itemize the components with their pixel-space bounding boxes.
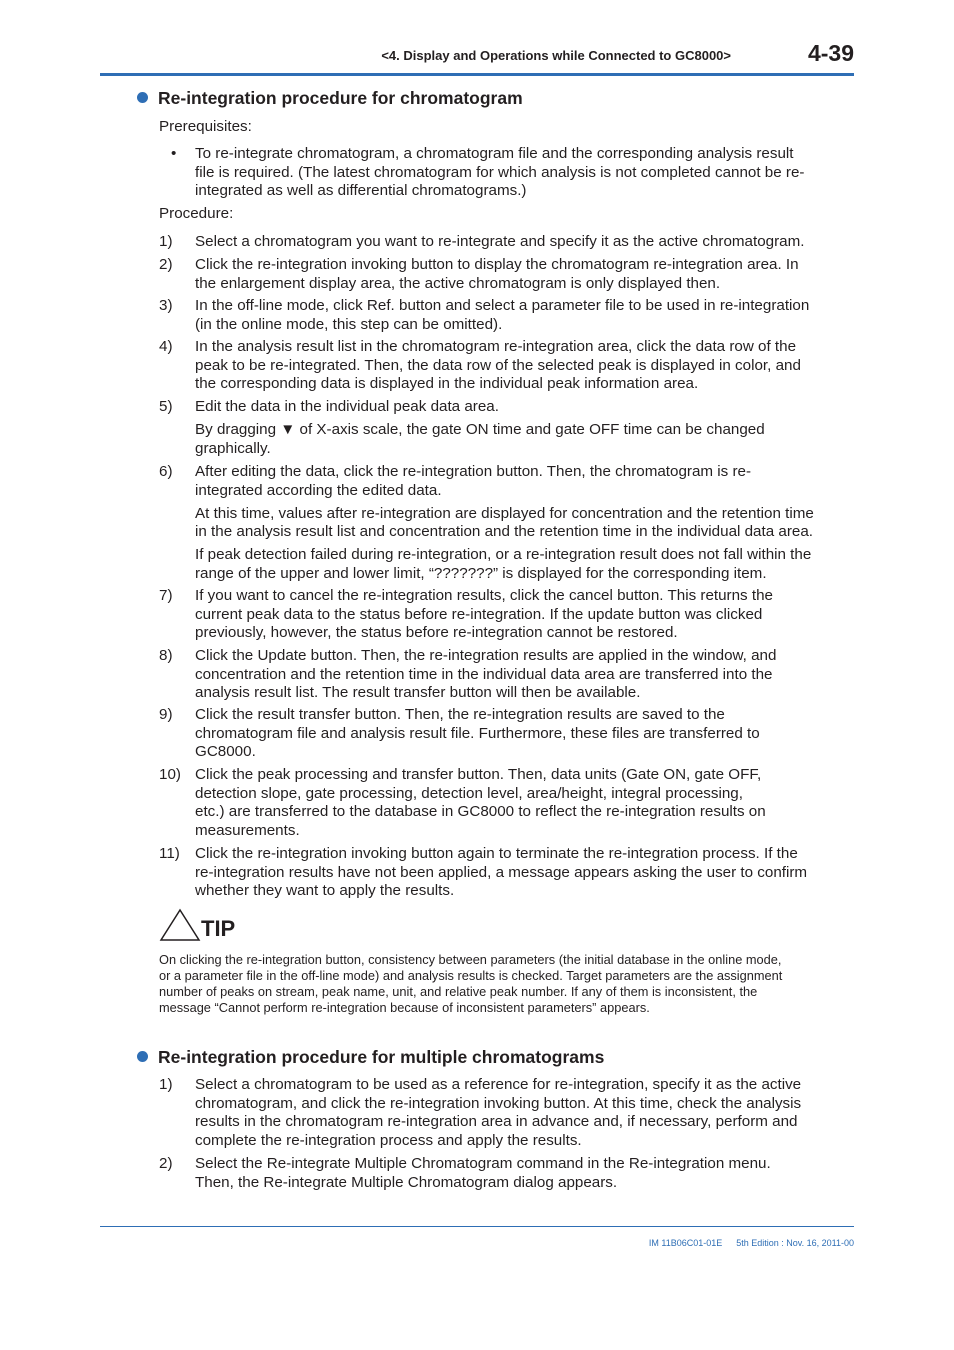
document-id: IM 11B06C01-01E [648, 1238, 723, 1248]
step-note: At this time, values after re-integration are displayed for concentration and the retention time in the analysis result list and concentration and the retention time in the individual data area. [195, 504, 814, 540]
step-item [159, 766, 859, 840]
section-title: Re-integration procedure for chromatogram [158, 88, 523, 108]
tip-label: TIP [201, 916, 236, 941]
step-number: 8) [159, 647, 173, 664]
step-text: After editing the data, click the re-integration button. Then, the chromatogram is re- integrated according the edited data. [195, 463, 752, 499]
step-item [159, 647, 859, 703]
step-item [159, 338, 859, 394]
step-text: Select a chromatogram you want to re-integrate and specify it as the active chromatogram. [195, 233, 805, 250]
step-number: 2) [159, 256, 173, 273]
step-number: 11) [159, 845, 180, 862]
prerequisites-label: Prerequisites: [159, 118, 252, 135]
section-heading-multiple-chromatograms [137, 1047, 604, 1068]
step-number: 1) [159, 1076, 173, 1093]
step-text: If you want to cancel the re-integration results, click the cancel button. This returns the current peak data to the status before re-integration. If the update button was clicked previously, however, the status before re-integration cannot be restored. [195, 587, 773, 641]
step-item [159, 1076, 859, 1150]
step-note: If peak detection failed during re-integration, or a re-integration result does not fall within the range of the upper and lower limit, “???????” is displayed for the corresponding item. [195, 546, 812, 582]
step-item [159, 587, 859, 643]
step-item [159, 463, 859, 583]
step-text: Select the Re-integrate Multiple Chromatogram command in the Re-integration menu. Then, the Re-integrate Multiple Chromatogram dialog appears. [195, 1155, 771, 1191]
step-text: Click the re-integration invoking button to display the chromatogram re-integration area. In the enlargement display area, the active chromatogram is only displayed then. [195, 256, 799, 292]
section-title: Re-integration procedure for multiple chromatograms [158, 1047, 605, 1067]
step-number: 5) [159, 398, 173, 415]
section-bullet-icon [137, 1051, 148, 1062]
step-text: In the off-line mode, click Ref. button and select a parameter file to be used in re-integration (in the online mode, this step can be omitted). [195, 297, 810, 333]
step-text: Select a chromatogram to be used as a reference for re-integration, specify it as the active chromatogram, and click the re-integration invoking button. At this time, check the analysis results in the chromatogram re-integration area in advance and, if necessary, perform and complete the re-integration process and apply the results. [195, 1076, 802, 1149]
warning-triangle-icon [159, 908, 201, 942]
prerequisite-text: To re-integrate chromatogram, a chromatogram file and the corresponding analysis result file is required. (The latest chromatogram for which analysis is not completed cannot be re- integrated as well as differential chromatograms.) [195, 145, 805, 199]
list-bullet: • [171, 145, 177, 162]
step-item [159, 256, 859, 293]
step-item [159, 1155, 859, 1192]
step-text: Edit the data in the individual peak data area. [195, 398, 499, 415]
step-text: Click the re-integration invoking button again to terminate the re-integration process. If the re-integration results have not been applied, a message appears asking the user to confirm whether they want to apply the results. [195, 845, 808, 899]
step-item [159, 297, 859, 334]
step-number: 9) [159, 706, 173, 723]
edition-info: 5th Edition : Nov. 16, 2011-00 [736, 1238, 854, 1248]
step-note: By dragging ▼ of X-axis scale, the gate ON time and gate OFF time can be changed graphically. [195, 421, 765, 457]
procedure-label: Procedure: [159, 205, 234, 222]
step-text: In the analysis result list in the chromatogram re-integration area, click the data row of the peak to be re-integrated. Then, the data row of the selected peak is displayed in color, and the corresponding data is displayed in the individual peak information area. [195, 338, 801, 392]
step-text: Click the Update button. Then, the re-integration results are applied in the window, and concentration and the retention time in the individual data area are transferred into the analysis result list. The result transfer button will then be available. [195, 647, 777, 701]
step-number: 4) [159, 338, 173, 355]
header-rule [100, 73, 854, 76]
step-text: Click the peak processing and transfer button. Then, data units (Gate ON, gate OFF, detection slope, gate processing, detection level, area/height, integral processing, etc.) are transferred to the database in GC8000 to reflect the re-integration results on measurements. [195, 766, 766, 839]
step-number: 6) [159, 463, 173, 480]
section-bullet-icon [137, 92, 148, 103]
section-heading-chromatogram [137, 88, 523, 109]
footer [500, 1238, 854, 1248]
step-number: 3) [159, 297, 173, 314]
step-item [159, 706, 859, 762]
step-number: 2) [159, 1155, 173, 1172]
page-number: 4-39 [807, 40, 854, 66]
footer-rule [100, 1226, 854, 1227]
running-header: <4. Display and Operations while Connected to GC8000> [381, 48, 731, 63]
prerequisite-item [171, 145, 861, 201]
step-number: 10) [159, 766, 181, 783]
step-item [159, 398, 859, 458]
step-number: 1) [159, 233, 173, 250]
step-text: Click the result transfer button. Then, the re-integration results are saved to the chromatogram file and analysis result file. Furthermore, these files are transferred to GC8000. [195, 706, 760, 760]
step-item [159, 845, 859, 901]
step-item [159, 233, 859, 252]
tip-text: On clicking the re-integration button, consistency between parameters (the initial database in the online mode, or a parameter file in the off-line mode) and analysis results is checked. Target parameters are the assignment number of peaks on stream, peak name, unit, and relative peak number. If any of them is inconsistent, the message “Cannot perform re-integration because of inconsistent parameters” appears. [159, 952, 783, 1015]
step-number: 7) [159, 587, 173, 604]
